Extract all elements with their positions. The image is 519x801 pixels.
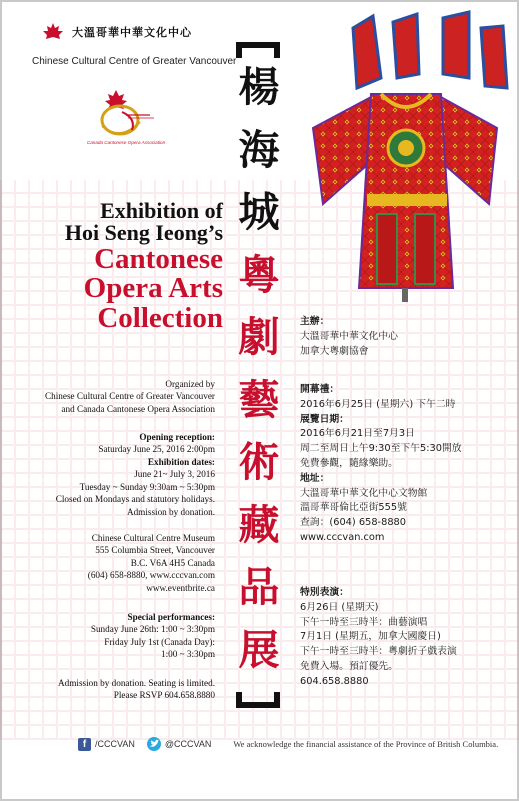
eventbrite-link[interactable]: www.eventbrite.ca xyxy=(146,582,215,593)
logo-english-name: Chinese Cultural Centre of Greater Vancouver xyxy=(32,56,237,67)
zh-exhibit-heading: 展覽日期： xyxy=(300,413,349,425)
footer xyxy=(78,736,498,752)
zh-inquiry[interactable]: 查詢：(604) 658-8880 xyxy=(300,517,407,529)
venue-city: B.C. V6A 4H5 Canada xyxy=(130,557,215,568)
facebook-handle[interactable]: /CCCVAN xyxy=(95,739,135,749)
organizer-ccoa: and Canada Cantonese Opera Association xyxy=(61,403,215,414)
vertical-title-char: 藏 xyxy=(238,500,280,549)
vertical-chinese-title xyxy=(228,38,288,714)
cccvan-logo xyxy=(20,22,237,72)
schedule-block xyxy=(56,431,215,518)
zh-opening-date: 2016年6月25日 (星期六) 下午二時 xyxy=(300,398,456,410)
zh-exhibit-free: 免費參觀，隨緣樂助。 xyxy=(300,457,398,469)
zh-perf-desc2: 下午一時至三時半：粵劇折子戲表演 xyxy=(300,646,457,658)
performance-line3: 1:00 ~ 3:30pm xyxy=(161,649,215,660)
vertical-title-char: 品 xyxy=(238,563,280,611)
vertical-title-char: 楊 xyxy=(238,63,280,111)
exhibition-title-line5: Collection xyxy=(97,302,223,335)
exhibition-title xyxy=(65,200,223,334)
cantonese-opera-association-logo xyxy=(86,82,166,157)
organizers-block xyxy=(45,378,215,415)
performance-line1: Sunday June 26th: 1:00 ~ 3:30pm xyxy=(90,624,215,635)
zh-opening-heading: 開幕禮： xyxy=(300,384,340,395)
exhibition-title-line1: Exhibition of xyxy=(100,198,223,223)
organizers-label: Organized by xyxy=(165,379,215,389)
exhibition-date-range: June 21~ July 3, 2016 xyxy=(134,469,215,480)
performance-line2: Friday July 1st (Canada Day): xyxy=(104,636,215,647)
exhibition-hours: Tuesday ~ Sunday 9:30am ~ 5:30pm xyxy=(79,481,215,492)
venue-street: 555 Columbia Street, Vancouver xyxy=(95,545,215,556)
zh-perf-heading: 特別表演： xyxy=(300,587,349,598)
rsvp-phone: Please RSVP 604.658.8880 xyxy=(113,690,215,701)
chinese-host-block xyxy=(300,315,398,359)
zh-perf-phone[interactable]: 604.658.8880 xyxy=(300,675,369,687)
zh-perf-free: 免費入場。預訂優先。 xyxy=(300,660,398,672)
zh-exhibit-range: 2016年6月21日至7月3日 xyxy=(300,428,415,440)
facebook-icon[interactable]: f xyxy=(78,738,91,751)
zh-host2: 加拿大粵劇協會 xyxy=(300,345,369,357)
opening-reception-date: Saturday June 25, 2016 2:00pm xyxy=(98,444,215,455)
chinese-performance-block xyxy=(300,586,457,690)
opening-reception-heading: Opening reception: xyxy=(139,432,215,442)
zh-address2: 溫哥華哥倫比亞街555號 xyxy=(300,502,407,514)
opera-costume-image xyxy=(293,8,517,304)
exhibition-dates-heading: Exhibition dates: xyxy=(147,456,215,467)
exhibition-title-line4: Opera Arts xyxy=(83,272,223,305)
twitter-handle[interactable]: @CCCVAN xyxy=(164,739,212,749)
vertical-title-char: 城 xyxy=(238,188,280,236)
twitter-icon[interactable] xyxy=(147,737,161,751)
rsvp-admission: Admission by donation. Seating is limited. xyxy=(58,678,215,688)
zh-address-heading: 地址： xyxy=(300,472,330,484)
logo-chinese-name: 大溫哥華中華文化中心 xyxy=(72,26,192,39)
vertical-title-char: 藝 xyxy=(238,375,280,424)
zh-perf-desc1: 下午一時至三時半：曲藝演唱 xyxy=(300,616,428,628)
zh-perf-date2: 7月1日 (星期五，加拿大國慶日) xyxy=(300,631,441,643)
chinese-details-block xyxy=(300,383,462,546)
exhibition-admission: Admission by donation. xyxy=(126,506,215,517)
venue-contact[interactable]: (604) 658-8880, www.cccvan.com xyxy=(87,570,215,581)
vertical-title-char: 術 xyxy=(238,438,280,486)
performances-block xyxy=(91,611,215,661)
venue-block xyxy=(88,532,215,594)
association-logo-text: Canada Cantonese Opera Association xyxy=(86,140,166,145)
open-bracket xyxy=(232,38,284,60)
maple-leaf-logo-icon xyxy=(42,22,64,42)
zh-host-heading: 主辦： xyxy=(300,316,330,327)
vertical-title-char: 展 xyxy=(238,625,280,674)
exhibition-closed-note: Closed on Mondays and statutory holidays. xyxy=(55,494,215,505)
exhibition-title-line2: Hoi Seng Ieong’s xyxy=(64,220,223,246)
vertical-title-char: 粵 xyxy=(238,250,280,299)
vertical-title-char: 劇 xyxy=(238,313,280,361)
exhibition-title-line3: Cantonese xyxy=(94,242,223,275)
venue-name: Chinese Cultural Centre Museum xyxy=(91,533,215,543)
vertical-title-char: 海 xyxy=(238,125,280,174)
zh-host1: 大溫哥華中華文化中心 xyxy=(300,330,398,342)
zh-perf-date1: 6月26日 (星期天) xyxy=(300,601,379,613)
close-bracket xyxy=(232,690,284,712)
performances-heading: Special performances: xyxy=(127,612,215,622)
organizer-cccvan: Chinese Cultural Centre of Greater Vancouver xyxy=(45,391,215,402)
zh-address1: 大溫哥華中華文化中心文物館 xyxy=(300,487,428,499)
zh-exhibit-hours: 周二至周日上午9:30至下午5:30開放 xyxy=(300,443,462,455)
rsvp-block xyxy=(58,677,215,702)
acknowledgement-text: We acknowledge the financial assistance of the Province of British Columbia. xyxy=(233,739,499,749)
zh-website[interactable]: www.cccvan.com xyxy=(300,531,385,543)
